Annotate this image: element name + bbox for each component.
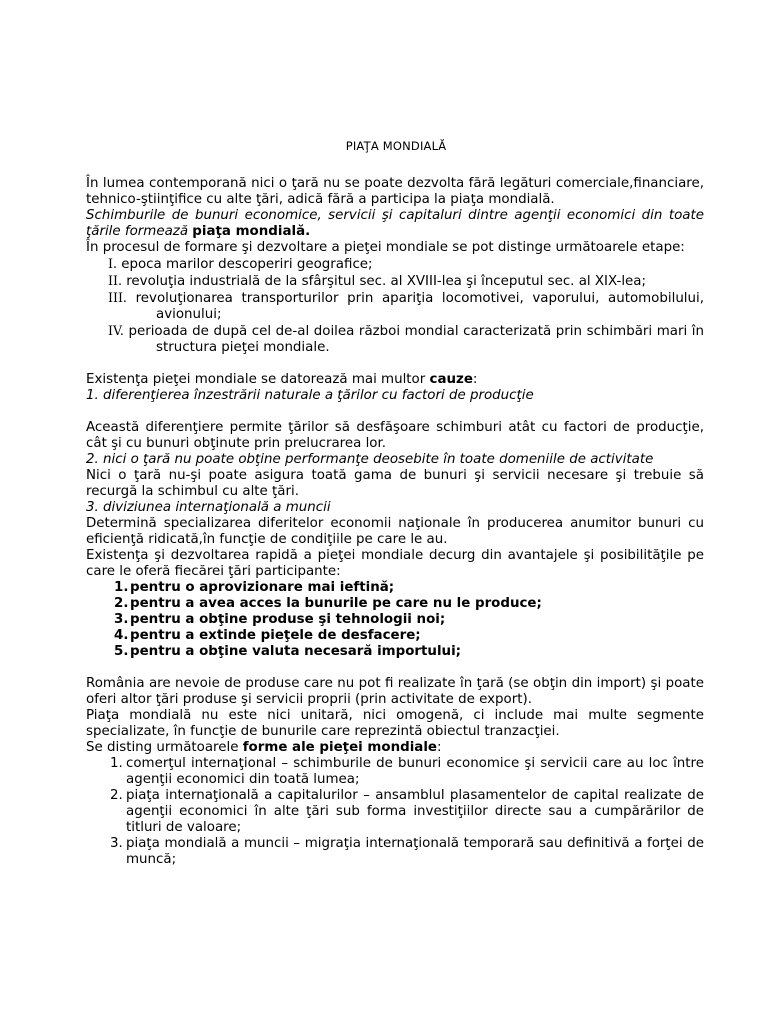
forms-keyword: forme ale pieţei mondiale [242,740,437,755]
advantage-number: 1. [114,580,129,595]
paragraph-forms-intro [86,740,704,756]
advantage-number: 4. [114,628,129,643]
form-text: comerţul internaţional – schimburile de bunuri economice şi servicii care au loc între agenţii economici din toată lumea; [126,756,704,787]
cause-heading-1: 1. diferenţierea înzestrării naturale a ţărilor cu factori de producţie [86,388,534,403]
paragraph-intro: În lumea contemporană nici o ţară nu se poate dezvolta fără legături comerciale,financiare, tehnico-ştiinţifice cu alte ţări, adică fără a participa la piaţa mondială. [86,176,704,207]
paragraph-cause-3: Determină specializarea diferitelor economii naţionale în producerea anumitor bunuri cu eficienţă ridicată,în funcţie de condiţiile pe care le au. [86,516,704,547]
paragraph-definition [86,208,704,240]
cause-heading-2: 2. nici o ţară nu poate obţine performanţe deosebite în toate domeniile de activitate [86,452,654,467]
advantage-text: pentru o aprovizionare mai ieftină; [130,580,395,595]
advantage-number: 2. [114,596,129,611]
list-item-form-3 [86,836,704,868]
stage-text: revoluţionarea transporturilor prin apariţia locomotivei, vaporului, automobilului, avionului; [126,291,704,322]
list-item-advantage-3 [86,612,704,628]
advantage-text: pentru a obţine valuta necesară importului; [130,644,462,659]
paragraph-romania: România are nevoie de produse care nu pot fi realizate în ţară (se obţin din import) şi poate oferi altor ţări produse şi servicii proprii (prin activitate de export). [86,676,704,707]
list-item-stage-3 [86,290,704,323]
form-number: 2. [110,788,123,803]
forms-colon: : [437,740,442,755]
paragraph-cause-1: Această diferenţiere permite ţărilor să desfăşoare schimburi atât cu factori de producţie, cât şi cu bunuri obţinute prin prelucrarea lor. [86,420,704,451]
spacer [86,660,704,676]
advantages-list [86,580,704,660]
stage-text: perioada de după cel de-al doilea război mondial caracterizată prin schimbări mari în structura pieţei mondiale. [123,324,704,355]
forms-intro-text: Se disting următoarele [86,740,243,755]
form-text: piaţa internaţională a capitalurilor – ansamblul plasamentelor de capital realizate de agenţii economici în alte ţări sub forma investiţiilor directe sau a cumpărărilor de titluri de valoare; [126,788,704,835]
stage-text: revoluţia industrială de la sfârşitul sec. al XVIII-lea şi începutul sec. al XIX-lea; [121,274,647,289]
causes-intro-text: Existenţa pieţei mondiale se datorează mai multor [86,372,430,387]
stages-list [86,256,704,356]
list-item-advantage-2 [86,596,704,612]
form-number: 1. [110,756,123,771]
list-item-stage-1 [86,256,704,273]
definition-text: Schimburile de bunuri economice, servicii şi capitaluri dintre agenţii economici din toate ţările formează [86,208,704,239]
advantage-text: pentru a extinde pieţele de desfacere; [130,628,421,643]
spacer [86,356,704,372]
causes-colon: : [472,372,478,387]
advantage-text: pentru a obţine produse şi tehnologii noi; [130,612,446,627]
advantage-number: 3. [114,612,129,627]
advantage-text: pentru a avea acces la bunurile pe care nu le produce; [130,596,542,611]
stage-text: epoca marilor descoperiri geografice; [116,257,373,272]
stage-number: I. [108,256,117,271]
list-item-advantage-5 [86,644,704,660]
list-item-form-1 [86,756,704,788]
advantage-number: 5. [114,644,129,659]
stage-number: III. [108,290,127,305]
paragraph-advantages-intro: Existenţa şi dezvoltarea rapidă a pieţei mondiale decurg din avantajele şi posibilităţile pe care le oferă fiecărei ţări participante: [86,548,704,579]
forms-list [86,756,704,868]
form-text: piaţa mondială a muncii – migraţia internaţională temporară sau definitivă a forţei de muncă; [126,836,704,867]
stage-number: IV. [108,323,124,338]
list-item-advantage-4 [86,628,704,644]
list-item-form-2 [86,788,704,836]
page-title: PIAŢA MONDIALĂ [345,139,447,153]
causes-keyword: cauze [429,372,473,387]
paragraph-segments: Piaţa mondială nu este nici unitară, nici omogenă, ci include mai multe segmente specializate, în funcţie de bunurile care reprezintă obiectul tranzacţiei. [86,708,704,739]
paragraph-causes-intro [86,372,704,388]
paragraph-stages-intro: În procesul de formare şi dezvoltare a pieţei mondiale se pot distinge următoarele etape: [86,240,685,255]
spacer [86,404,704,420]
cause-heading-3: 3. diviziunea internaţională a muncii [86,500,331,515]
list-item-stage-2 [86,273,704,290]
list-item-stage-4 [86,323,704,356]
stage-number: II. [108,273,122,288]
form-number: 3. [110,836,123,851]
document-page [86,138,704,868]
paragraph-cause-2: Nici o ţară nu-şi poate asigura toată gama de bunuri şi servicii necesare şi trebuie să recurgă la schimbul cu alte ţări. [86,468,704,499]
definition-term: piaţa mondială. [192,224,311,239]
list-item-advantage-1 [86,580,704,596]
